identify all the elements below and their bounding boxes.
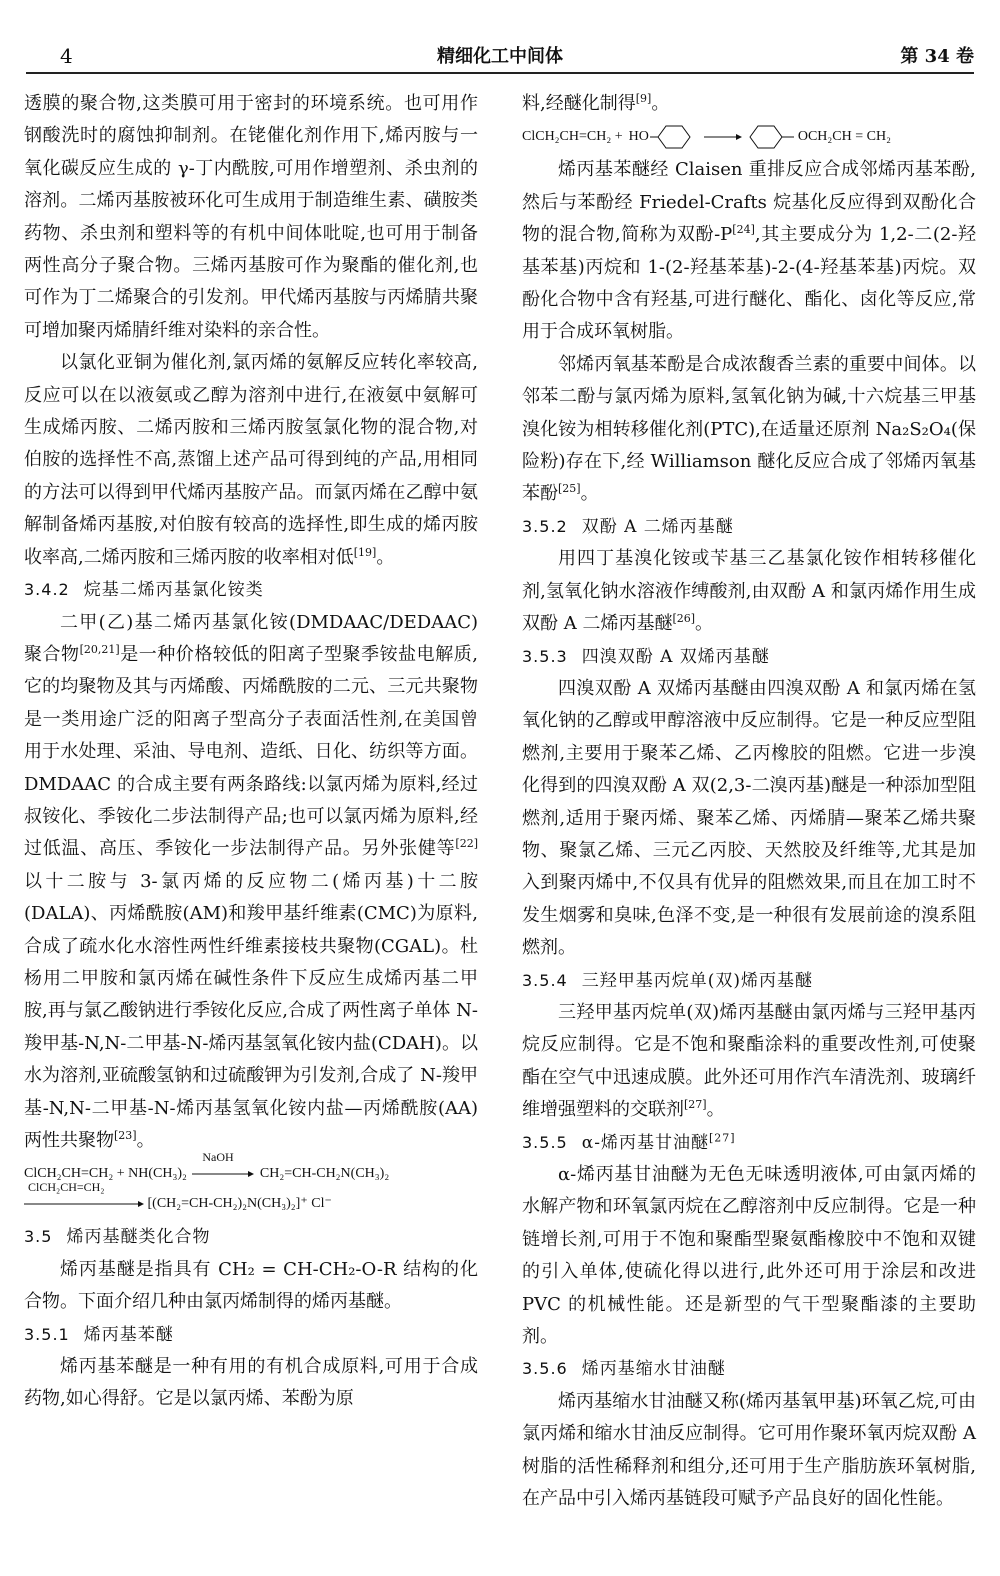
- page-number: 4: [60, 44, 73, 68]
- right-paragraph-5: 四溴双酚 A 双烯丙基醚由四溴双酚 A 和氯丙烯在氢氧化钠的乙醇或甲醇溶液中反应制得。它是一种反应型阻燃剂,主要用于聚苯乙烯、乙丙橡胶的阻燃。它进一步溴化得到的四溴双酚 A 双(2,3-二溴丙基)醚是一种添加型阻燃剂,适用于聚丙烯、聚苯乙烯、丙烯腈—聚苯乙烯共聚物、聚氯乙烯、三元乙丙胶、天然胶及纤维等,尤其是加入到聚丙烯中,不仅具有优异的阻燃效果,而且在加工时不发生烟雾和臭味,色泽不变,是一种很有发展前途的溴系阻燃剂。: [522, 677, 976, 959]
- left-paragraph-3: 二甲(乙)基二烯丙基氯化铵(DMDAAC/DEDAAC)聚合物[20,21]是一种价格较低的阳离子型聚季铵盐电解质,它的均聚物及其与丙烯酸、丙烯酰胺的二元、三元共聚物是一类用途广泛的阳离子型高分子表面活性剂,在美国曾用于水处理、采油、导电剂、造纸、日化、纺织等方面。DMDAAC 的合成主要有两条路线:以氯丙烯为原料,经过叔铵化、季铵化二步法制得产品;也可以氯丙烯为原料,经过低温、高压、季铵化一步法制得产品。另外张健等[22]以十二胺与 3-氯丙烯的反应物二(烯丙基)十二胺(DALA)、丙烯酰胺(AM)和羧甲基纤维素(CMC)为原料,合成了疏水化水溶性两性纤维素接枝共聚物(CGAL)。杜杨用二甲胺和氯丙烯在碱性条件下反应生成烯丙基二甲胺,再与氯乙酸钠进行季铵化反应,合成了两性离子单体 N-羧甲基-N,N-二甲基-N-烯丙基氢氧化铵内盐(CDAH)。以水为溶剂,亚硫酸氢钠和过硫酸钾为引发剂,合成了 N-羧甲基-N,N-二甲基-N-烯丙基氢氧化铵内盐—丙烯酰胺(AA)两性共聚物[23]。: [24, 611, 478, 1151]
- citation[interactable]: [25]: [558, 482, 581, 496]
- citation[interactable]: [9]: [635, 92, 652, 105]
- reaction-equation-allyl-phenyl-ether: ClCH₂CH=CH₂ + HO OCH₂CH = CH₂: [522, 120, 976, 154]
- citation[interactable]: [23]: [114, 1129, 137, 1142]
- section-heading-3-5-5: 3.5.5 α-烯丙基甘油醚[27]: [522, 1130, 736, 1153]
- section-heading-3-5-3: 3.5.3 四溴双酚 A 双烯丙基醚: [522, 646, 770, 667]
- benzene-ring-icon: [650, 124, 698, 150]
- right-paragraph-2: 烯丙基苯醚经 Claisen 重排反应合成邻烯丙基苯酚,然后与苯酚经 Friedel-Crafts 烷基化反应得到双酚化合物的混合物,简称为双酚-P[24],其主要成分为 1,2-二(2-羟基苯基)丙烷和 1-(2-羟基苯基)-2-(4-羟基苯基)丙烷。双酚化合物中含有羟基,可进行醚化、酯化、卤化等反应,常用于合成环氧树脂。: [522, 159, 976, 343]
- right-paragraph-8: 烯丙基缩水甘油醚又称(烯丙基氧甲基)环氧乙烷,可由氯丙烯和缩水甘油反应制得。它可用作聚环氧丙烷双酚 A 树脂的活性稀释剂和组分,还可用于生产脂肪族环氧树脂,在产品中引入烯丙基链段可赋予产品良好的固化性能。: [522, 1390, 976, 1510]
- citation[interactable]: [27]: [708, 1130, 736, 1144]
- journal-title: 精细化工中间体: [437, 46, 563, 67]
- right-paragraph-3: 邻烯丙氧基苯酚是合成浓馥香兰素的重要中间体。以邻苯二酚与氯丙烯为原料,氢氧化钠为碱,十六烷基三甲基溴化铵为相转移催化剂(PTC),在适量还原剂 Na₂S₂O₄(保险粉)存在下,经 Williamson 醚化反应合成了邻烯丙氧基苯酚[25]。: [522, 353, 976, 505]
- page-header: [26, 38, 974, 74]
- section-heading-3-5: 3.5 烯丙基醚类化合物: [24, 1227, 211, 1248]
- left-paragraph-1: 透膜的聚合物,这类膜可用于密封的环境系统。也可用作钢酸洗时的腐蚀抑制剂。在铑催化剂作用下,烯丙胺与一氧化碳反应生成的 γ-丁内酰胺,可用作增塑剂、杀虫剂的溶剂。二烯丙基胺被环化可生成用于制造维生素、磺胺类药物、杀虫剂和塑料等的有机中间体吡啶,也可用于制备两性高分子聚合物。三烯丙基胺可作为聚酯的催化剂,也可作为丁二烯聚合的引发剂。甲代烯丙基胺与丙烯腈共聚可增加聚丙烯腈纤维对染料的亲合性。: [24, 93, 478, 341]
- section-heading-3-4-2: 3.4.2 烷基二烯丙基氯化铵类: [24, 580, 264, 601]
- citation[interactable]: [22]: [455, 837, 478, 851]
- reaction-equation-dmdaac: ClCH₂CH=CH₂ + NH(CH₃)₂ NaOH CH₂=CH-CH₂N(CH₃)₂ ClCH₂CH=CH₂ [(CH₂=CH-CH₂)₂N(CH₃)₂]⁺ Cl⁻: [24, 1150, 390, 1212]
- right-column: [522, 88, 976, 1515]
- benzene-ring-icon: [748, 124, 798, 150]
- section-heading-3-5-4: 3.5.4 三羟甲基丙烷单(双)烯丙基醚: [522, 970, 813, 991]
- citation[interactable]: [20,21]: [79, 642, 120, 656]
- citation[interactable]: [27]: [684, 1098, 707, 1112]
- right-paragraph-1: 料,经醚化制得[9]。: [522, 92, 670, 114]
- left-paragraph-4: 烯丙基醚是指具有 CH₂ = CH-CH₂-O-R 结构的化合物。下面介绍几种由氯丙烯制得的烯丙基醚。: [24, 1258, 478, 1313]
- volume-label: 第 34 卷: [900, 46, 974, 67]
- right-paragraph-7: α-烯丙基甘油醚为无色无味透明液体,可由氯丙烯的水解产物和环氧氯丙烷在乙醇溶剂中反应制得。它是一种链增长剂,可用于不饱和聚酯型聚氨酯橡胶中不饱和双键的引入单体,使硫化得以进行,此外还可用于涂层和改进 PVC 的机械性能。还是新型的气干型聚酯漆的主要助剂。: [522, 1164, 976, 1348]
- section-heading-3-5-2: 3.5.2 双酚 A 二烯丙基醚: [522, 516, 734, 537]
- left-column: [24, 88, 478, 1416]
- citation[interactable]: [26]: [672, 612, 696, 626]
- reaction-arrow-icon: [192, 1169, 254, 1179]
- section-heading-3-5-1: 3.5.1 烯丙基苯醚: [24, 1324, 174, 1345]
- citation[interactable]: [24]: [732, 223, 755, 237]
- citation[interactable]: [19]: [353, 545, 377, 559]
- right-paragraph-4: 用四丁基溴化铵或苄基三乙基氯化铵作相转移催化剂,氢氧化钠水溶液作缚酸剂,由双酚 A 和氯丙烯作用生成双酚 A 二烯丙基醚[26]。: [522, 548, 976, 635]
- left-paragraph-5: 烯丙基苯醚是一种有用的有机合成原料,可用于合成药物,如心得舒。它是以氯丙烯、苯酚为原: [24, 1356, 478, 1410]
- left-paragraph-2: 以氯化亚铜为催化剂,氯丙烯的氨解反应转化率较高,反应可以在以液氨或乙醇为溶剂中进行,在液氨中氨解可生成烯丙胺、二烯丙胺和三烯丙胺氢氯化物的混合物,对伯胺的选择性不高,蒸馏上述产品可得到纯的产品,用相同的方法可以得到甲代烯丙基胺产品。而氯丙烯在乙醇中氨解制备烯丙基胺,对伯胺有较高的选择性,即生成的烯丙胺收率高,二烯丙胺和三烯丙胺的收率相对低[19]。: [24, 352, 478, 568]
- reaction-arrow-icon: [24, 1199, 144, 1209]
- right-paragraph-6: 三羟甲基丙烷单(双)烯丙基醚由氯丙烯与三羟甲基丙烷反应制得。它是不饱和聚酯涂料的重要改性剂,可使聚酯在空气中迅速成膜。此外还可用作汽车清洗剂、玻璃纤维增强塑料的交联剂[27]。: [522, 1001, 976, 1121]
- reaction-arrow-icon: [704, 132, 742, 142]
- section-heading-3-5-6: 3.5.6 烯丙基缩水甘油醚: [522, 1359, 726, 1380]
